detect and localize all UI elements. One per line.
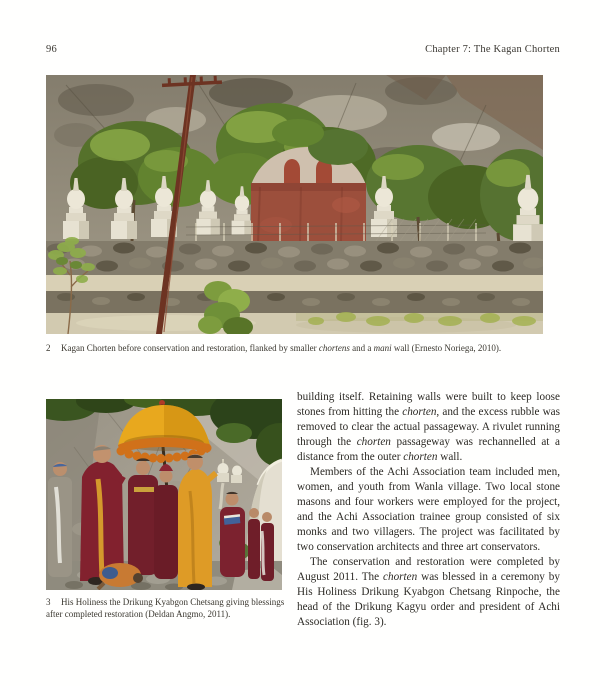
figure-2-photo	[46, 75, 543, 334]
running-header: Chapter 7: The Kagan Chorten	[425, 44, 560, 55]
body-text-column	[297, 390, 560, 630]
figure-2-caption-text: Kagan Chorten before conservation and restoration, flanked by smaller chortens and a mani wall (Ernesto Noriega, 2010).	[61, 343, 502, 353]
figure-3-caption-text: His Holiness the Drikung Kyabgon Chetsang giving blessings after completed restoration (Deldan Angmo, 2011).	[46, 597, 285, 619]
page-number: 96	[46, 44, 57, 55]
figure-3-number: 3	[46, 597, 51, 607]
figure-3-photo	[46, 399, 282, 590]
figure-2-caption	[46, 343, 548, 355]
body-paragraph: Members of the Achi Association team included men, women, and youth from Wanla village. Two local stone masons and four workers were employed for the project, and the Achi Association trainee group consisted of six monks and two villagers. The project was facilitated by two conservation architects and three art conservators.	[297, 466, 560, 553]
figure-3-image	[46, 399, 282, 590]
body-paragraph: building itself. Retaining walls were built to keep loose stones from hitting the chorten, and the excess rubble was removed to clear the actual passageway. A rivulet running through the chorten passageway was rechannelled at a distance from the outer chorten wall.	[297, 391, 560, 463]
lay-person-left	[48, 462, 72, 577]
figure-2-number: 2	[46, 343, 51, 353]
figure-3-caption	[46, 597, 286, 620]
body-paragraph: The conservation and restoration were completed by August 2011. The chorten was blessed in a ceremony by His Holiness Drikung Kyabgon Chetsang Rinpoche, the head of the Drikung Kagyu order and president of Achi Association (fig. 3).	[297, 556, 560, 628]
figure-2-image	[46, 75, 543, 334]
monk-center	[128, 458, 158, 575]
